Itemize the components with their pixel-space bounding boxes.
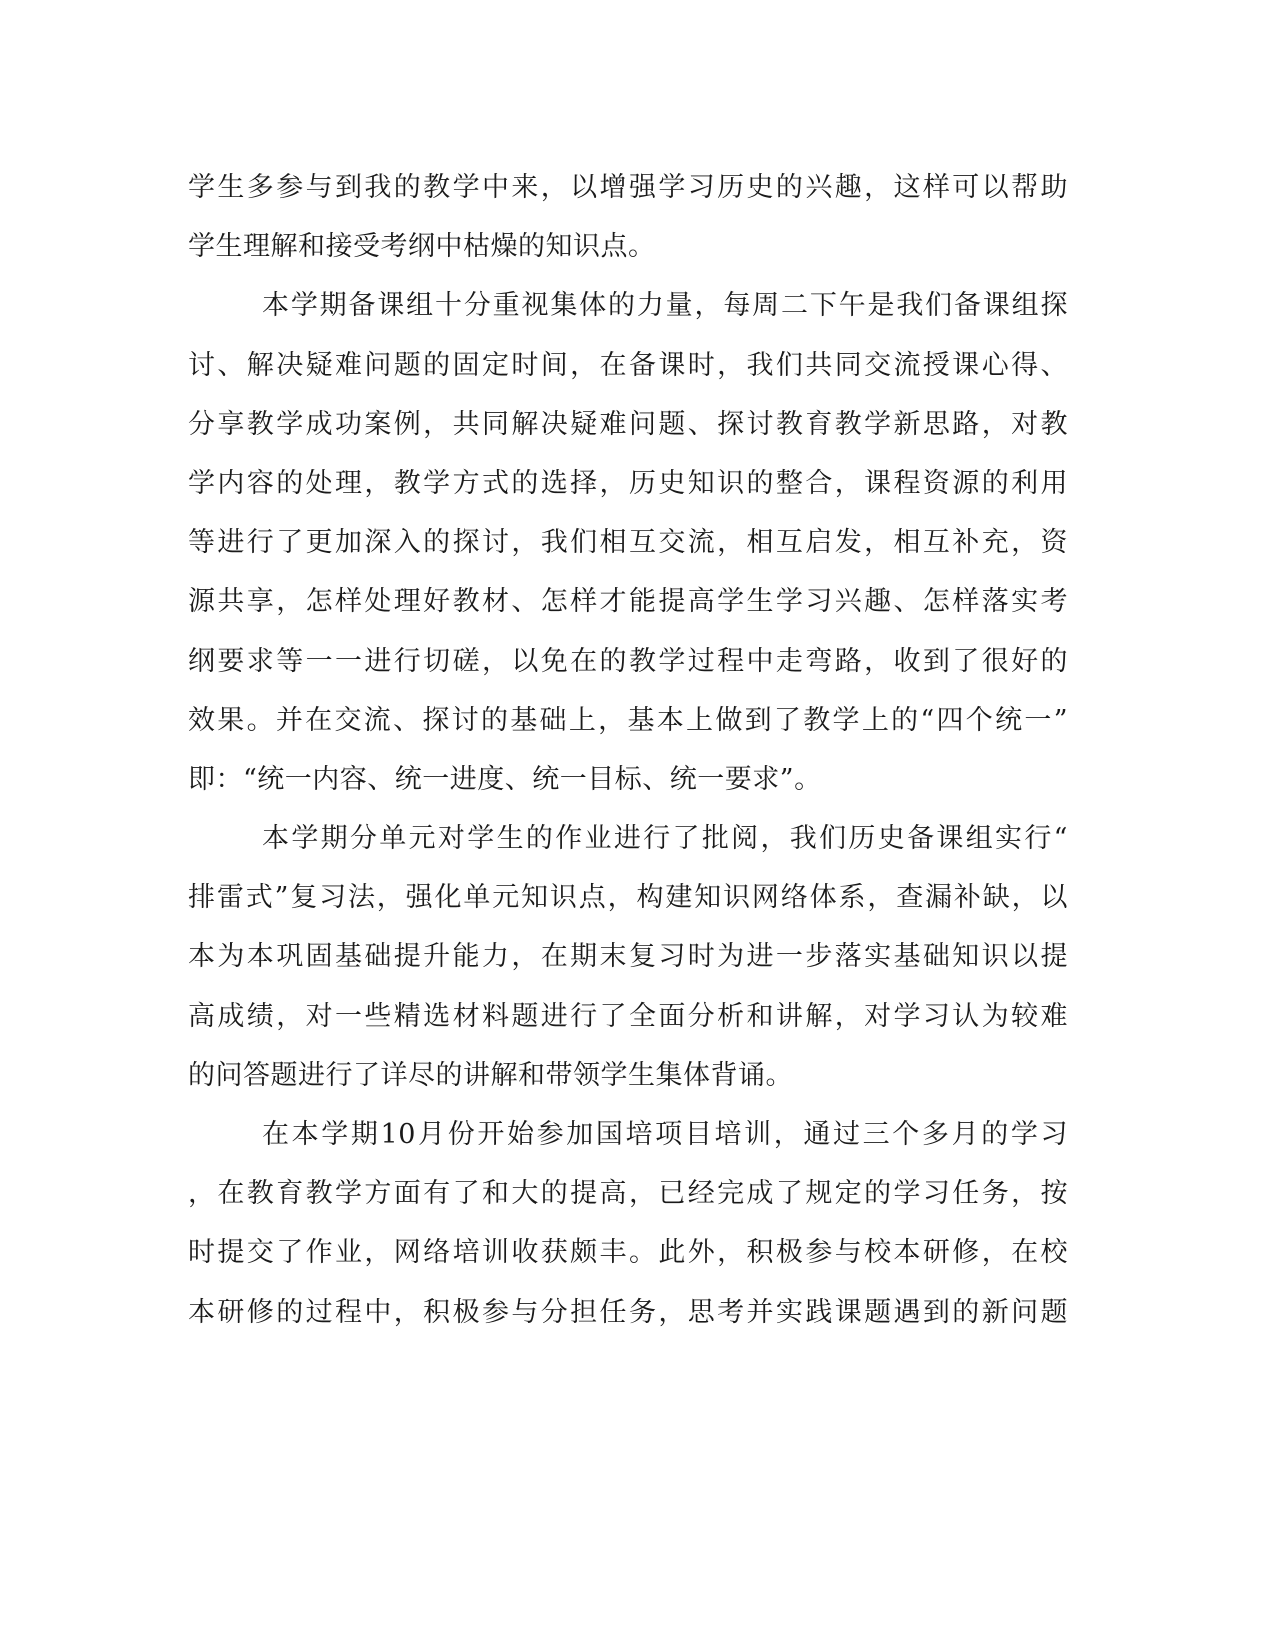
text-line: 的问答题进行了详尽的讲解和带领学生集体背诵。 <box>188 1059 793 1091</box>
text-line: 高成绩，对一些精选材料题进行了全面分析和讲解，对学习认为较难 <box>188 1000 1068 1032</box>
text-line: 效果。并在交流、探讨的基础上，基本上做到了教学上的“四个统一” <box>188 704 1068 736</box>
text-line: 时提交了作业，网络培训收获颇丰。此外，积极参与校本研修，在校 <box>188 1237 1068 1269</box>
text-line: 源共享，怎样处理好教材、怎样才能提高学生学习兴趣、怎样落实考 <box>188 586 1068 618</box>
text-line: 学生理解和接受考纲中枯燥的知识点。 <box>188 231 656 263</box>
text-line: 讨、解决疑难问题的固定时间，在备课时，我们共同交流授课心得、 <box>188 349 1068 381</box>
text-line: 等进行了更加深入的探讨，我们相互交流，相互启发，相互补充，资 <box>188 527 1068 559</box>
text-line: 即：“统一内容、统一进度、统一目标、统一要求”。 <box>188 763 822 795</box>
text-line: 纲要求等一一进行切磋，以免在的教学过程中走弯路，收到了很好的 <box>188 645 1068 677</box>
text-line: 本学期分单元对学生的作业进行了批阅，我们历史备课组实行“ <box>262 823 1068 855</box>
text-line: 学生多参与到我的教学中来，以增强学习历史的兴趣，这样可以帮助 <box>188 172 1068 203</box>
body-text <box>188 158 1068 1342</box>
text-line: 本学期备课组十分重视集体的力量，每周二下午是我们备课组探 <box>262 290 1068 322</box>
text-line: 学内容的处理，教学方式的选择，历史知识的整合，课程资源的利用 <box>188 467 1068 499</box>
text-line: 在本学期10月份开始参加国培项目培训，通过三个多月的学习 <box>262 1119 1068 1150</box>
text-line: 分享教学成功案例，共同解决疑难问题、探讨教育教学新思路，对教 <box>188 408 1068 440</box>
text-line: ，在教育教学方面有了和大的提高，已经完成了规定的学习任务，按 <box>188 1178 1068 1210</box>
text-line: 本研修的过程中，积极参与分担任务，思考并实践课题遇到的新问题 <box>188 1296 1068 1328</box>
text-line: 排雷式”复习法，强化单元知识点，构建知识网络体系，查漏补缺，以 <box>188 882 1068 914</box>
text-line: 本为本巩固基础提升能力，在期末复习时为进一步落实基础知识以提 <box>188 941 1068 973</box>
